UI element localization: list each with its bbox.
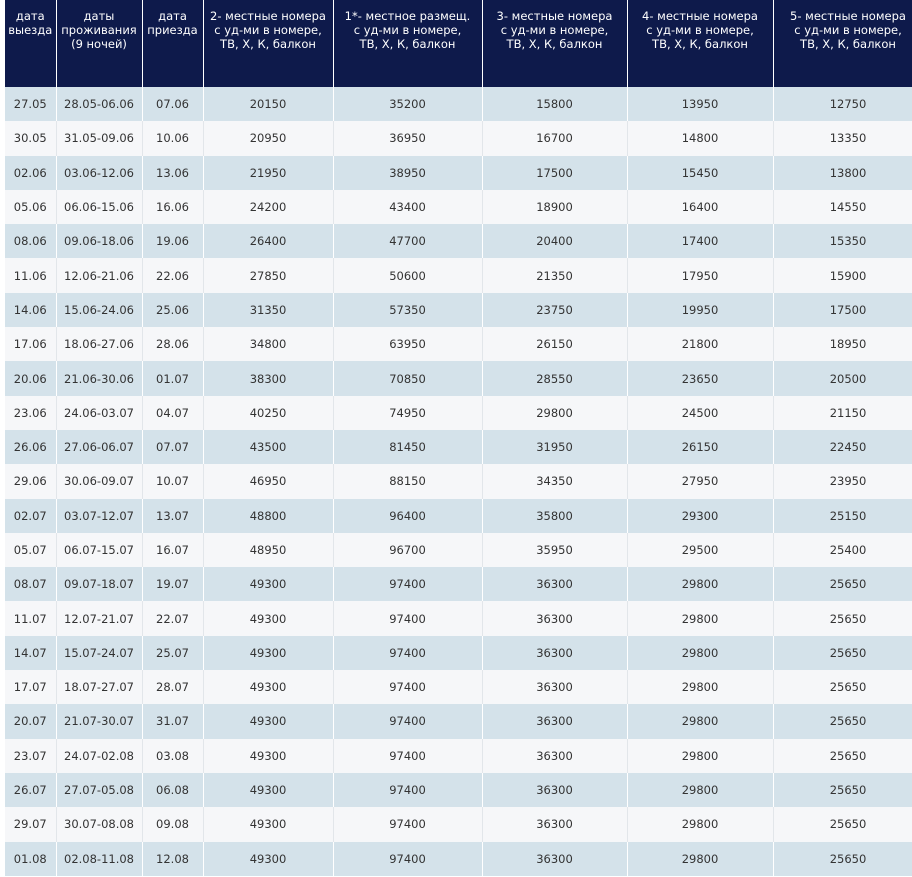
cell-arrival-date: 19.07	[142, 567, 203, 601]
cell-price-quad: 21800	[627, 327, 773, 361]
cell-price-double: 27850	[203, 258, 333, 292]
cell-price-five: 22450	[773, 430, 912, 464]
cell-arrival-date: 10.06	[142, 121, 203, 155]
cell-price-quad: 29800	[627, 567, 773, 601]
cell-arrival-date: 31.07	[142, 704, 203, 738]
cell-price-double: 49300	[203, 807, 333, 841]
table-row	[5, 361, 912, 395]
cell-price-quad: 16400	[627, 190, 773, 224]
cell-stay-dates: 02.08-11.08	[56, 842, 142, 876]
table-row	[5, 499, 912, 533]
cell-price-five: 18950	[773, 327, 912, 361]
cell-price-double: 48950	[203, 533, 333, 567]
cell-price-quad: 13950	[627, 87, 773, 121]
cell-departure-date: 08.06	[5, 224, 56, 258]
cell-price-single: 97400	[333, 601, 482, 635]
cell-price-triple: 26150	[482, 327, 627, 361]
cell-price-triple: 36300	[482, 773, 627, 807]
cell-price-quad: 17400	[627, 224, 773, 258]
cell-stay-dates: 24.07-02.08	[56, 739, 142, 773]
cell-price-quad: 26150	[627, 430, 773, 464]
cell-price-quad: 27950	[627, 464, 773, 498]
cell-price-double: 34800	[203, 327, 333, 361]
cell-price-quad: 17950	[627, 258, 773, 292]
cell-price-triple: 16700	[482, 121, 627, 155]
cell-price-five: 15350	[773, 224, 912, 258]
cell-arrival-date: 19.06	[142, 224, 203, 258]
cell-price-single: 43400	[333, 190, 482, 224]
table-row	[5, 258, 912, 292]
table-row	[5, 807, 912, 841]
cell-price-quad: 15450	[627, 156, 773, 190]
cell-departure-date: 01.08	[5, 842, 56, 876]
cell-arrival-date: 06.08	[142, 773, 203, 807]
table-row	[5, 87, 912, 121]
table-row	[5, 842, 912, 876]
cell-price-five: 25650	[773, 807, 912, 841]
cell-price-triple: 18900	[482, 190, 627, 224]
cell-price-triple: 36300	[482, 601, 627, 635]
cell-price-triple: 36300	[482, 807, 627, 841]
cell-arrival-date: 25.07	[142, 636, 203, 670]
cell-price-single: 96700	[333, 533, 482, 567]
cell-stay-dates: 15.07-24.07	[56, 636, 142, 670]
cell-stay-dates: 27.06-06.07	[56, 430, 142, 464]
cell-price-single: 97400	[333, 807, 482, 841]
cell-arrival-date: 25.06	[142, 293, 203, 327]
cell-price-single: 97400	[333, 636, 482, 670]
cell-price-quad: 14800	[627, 121, 773, 155]
cell-departure-date: 23.06	[5, 396, 56, 430]
cell-stay-dates: 12.07-21.07	[56, 601, 142, 635]
cell-arrival-date: 07.07	[142, 430, 203, 464]
cell-stay-dates: 27.07-05.08	[56, 773, 142, 807]
cell-price-double: 49300	[203, 601, 333, 635]
table-row	[5, 224, 912, 258]
cell-price-five: 25650	[773, 773, 912, 807]
cell-price-quad: 29800	[627, 807, 773, 841]
table-row	[5, 567, 912, 601]
cell-price-triple: 36300	[482, 567, 627, 601]
cell-price-single: 97400	[333, 567, 482, 601]
cell-arrival-date: 04.07	[142, 396, 203, 430]
cell-departure-date: 05.06	[5, 190, 56, 224]
cell-price-quad: 29800	[627, 739, 773, 773]
table-row	[5, 704, 912, 738]
cell-price-quad: 23650	[627, 361, 773, 395]
cell-arrival-date: 07.06	[142, 87, 203, 121]
cell-price-five: 21150	[773, 396, 912, 430]
cell-stay-dates: 18.07-27.07	[56, 670, 142, 704]
cell-price-quad: 29800	[627, 704, 773, 738]
table-row	[5, 601, 912, 635]
table-row	[5, 396, 912, 430]
cell-price-double: 21950	[203, 156, 333, 190]
cell-price-single: 35200	[333, 87, 482, 121]
cell-price-quad: 29500	[627, 533, 773, 567]
cell-stay-dates: 18.06-27.06	[56, 327, 142, 361]
cell-price-double: 49300	[203, 567, 333, 601]
cell-arrival-date: 13.07	[142, 499, 203, 533]
cell-price-five: 23950	[773, 464, 912, 498]
table-row	[5, 156, 912, 190]
cell-stay-dates: 30.07-08.08	[56, 807, 142, 841]
cell-price-double: 40250	[203, 396, 333, 430]
cell-departure-date: 02.07	[5, 499, 56, 533]
cell-arrival-date: 10.07	[142, 464, 203, 498]
cell-price-triple: 36300	[482, 636, 627, 670]
cell-price-five: 25650	[773, 601, 912, 635]
cell-price-triple: 28550	[482, 361, 627, 395]
cell-price-single: 36950	[333, 121, 482, 155]
cell-price-five: 14550	[773, 190, 912, 224]
cell-price-double: 49300	[203, 704, 333, 738]
cell-departure-date: 29.07	[5, 807, 56, 841]
cell-price-double: 49300	[203, 636, 333, 670]
table-row	[5, 464, 912, 498]
cell-price-five: 17500	[773, 293, 912, 327]
header-departure-date: дата выезда	[5, 0, 56, 87]
cell-price-five: 25150	[773, 499, 912, 533]
cell-stay-dates: 06.06-15.06	[56, 190, 142, 224]
cell-price-quad: 24500	[627, 396, 773, 430]
cell-price-five: 25650	[773, 567, 912, 601]
cell-price-double: 49300	[203, 739, 333, 773]
cell-arrival-date: 12.08	[142, 842, 203, 876]
cell-price-triple: 31950	[482, 430, 627, 464]
cell-price-triple: 29800	[482, 396, 627, 430]
cell-stay-dates: 15.06-24.06	[56, 293, 142, 327]
header-arrival-date: дата приезда	[142, 0, 203, 87]
cell-price-single: 81450	[333, 430, 482, 464]
cell-arrival-date: 16.06	[142, 190, 203, 224]
cell-price-five: 25650	[773, 670, 912, 704]
cell-price-five: 12750	[773, 87, 912, 121]
table-row	[5, 121, 912, 155]
cell-price-single: 63950	[333, 327, 482, 361]
table-row	[5, 636, 912, 670]
cell-departure-date: 29.06	[5, 464, 56, 498]
cell-price-single: 97400	[333, 704, 482, 738]
table-row	[5, 773, 912, 807]
cell-departure-date: 17.06	[5, 327, 56, 361]
cell-price-single: 97400	[333, 739, 482, 773]
cell-price-double: 31350	[203, 293, 333, 327]
cell-price-double: 24200	[203, 190, 333, 224]
table-row	[5, 670, 912, 704]
cell-arrival-date: 16.07	[142, 533, 203, 567]
cell-arrival-date: 09.08	[142, 807, 203, 841]
cell-price-double: 49300	[203, 773, 333, 807]
cell-price-five: 25650	[773, 739, 912, 773]
cell-price-single: 96400	[333, 499, 482, 533]
cell-departure-date: 27.05	[5, 87, 56, 121]
cell-departure-date: 20.06	[5, 361, 56, 395]
cell-stay-dates: 03.07-12.07	[56, 499, 142, 533]
cell-price-quad: 29800	[627, 636, 773, 670]
header-row	[5, 0, 912, 87]
cell-stay-dates: 12.06-21.06	[56, 258, 142, 292]
header-single-occupancy: 1*- местное размещ. с уд-ми в номере, ТВ, Х, К, балкон	[333, 0, 482, 87]
cell-price-double: 46950	[203, 464, 333, 498]
cell-price-five: 13350	[773, 121, 912, 155]
cell-price-double: 49300	[203, 670, 333, 704]
cell-price-single: 97400	[333, 773, 482, 807]
cell-stay-dates: 24.06-03.07	[56, 396, 142, 430]
cell-price-five: 20500	[773, 361, 912, 395]
cell-arrival-date: 22.06	[142, 258, 203, 292]
cell-stay-dates: 28.05-06.06	[56, 87, 142, 121]
cell-departure-date: 11.06	[5, 258, 56, 292]
cell-stay-dates: 31.05-09.06	[56, 121, 142, 155]
cell-price-triple: 21350	[482, 258, 627, 292]
cell-stay-dates: 06.07-15.07	[56, 533, 142, 567]
cell-price-single: 57350	[333, 293, 482, 327]
cell-arrival-date: 01.07	[142, 361, 203, 395]
cell-price-quad: 19950	[627, 293, 773, 327]
cell-price-quad: 29800	[627, 842, 773, 876]
header-quad-room: 4- местные номера с уд-ми в номере, ТВ, Х, К, балкон	[627, 0, 773, 87]
cell-stay-dates: 21.06-30.06	[56, 361, 142, 395]
cell-price-double: 49300	[203, 842, 333, 876]
cell-price-five: 25400	[773, 533, 912, 567]
cell-arrival-date: 03.08	[142, 739, 203, 773]
header-triple-room: 3- местные номера с уд-ми в номере, ТВ, Х, К, балкон	[482, 0, 627, 87]
cell-price-single: 38950	[333, 156, 482, 190]
cell-price-double: 43500	[203, 430, 333, 464]
header-five-bed-room: 5- местные номера с уд-ми в номере, ТВ, Х, К, балкон	[773, 0, 912, 87]
cell-price-double: 20950	[203, 121, 333, 155]
cell-departure-date: 17.07	[5, 670, 56, 704]
cell-stay-dates: 09.07-18.07	[56, 567, 142, 601]
table-row	[5, 533, 912, 567]
cell-price-five: 25650	[773, 636, 912, 670]
cell-price-triple: 20400	[482, 224, 627, 258]
cell-arrival-date: 13.06	[142, 156, 203, 190]
cell-price-single: 47700	[333, 224, 482, 258]
price-table	[5, 0, 912, 876]
cell-price-quad: 29800	[627, 601, 773, 635]
cell-price-single: 88150	[333, 464, 482, 498]
cell-arrival-date: 22.07	[142, 601, 203, 635]
cell-stay-dates: 21.07-30.07	[56, 704, 142, 738]
cell-price-single: 74950	[333, 396, 482, 430]
cell-departure-date: 08.07	[5, 567, 56, 601]
cell-price-single: 97400	[333, 670, 482, 704]
cell-departure-date: 11.07	[5, 601, 56, 635]
table-row	[5, 430, 912, 464]
cell-departure-date: 30.05	[5, 121, 56, 155]
cell-price-triple: 36300	[482, 704, 627, 738]
cell-price-triple: 34350	[482, 464, 627, 498]
table-row	[5, 739, 912, 773]
cell-departure-date: 23.07	[5, 739, 56, 773]
cell-price-quad: 29800	[627, 773, 773, 807]
header-stay-dates: даты проживания (9 ночей)	[56, 0, 142, 87]
cell-departure-date: 14.06	[5, 293, 56, 327]
table-body	[5, 87, 912, 876]
cell-departure-date: 02.06	[5, 156, 56, 190]
cell-price-quad: 29800	[627, 670, 773, 704]
cell-departure-date: 26.07	[5, 773, 56, 807]
cell-stay-dates: 09.06-18.06	[56, 224, 142, 258]
cell-price-triple: 35800	[482, 499, 627, 533]
cell-price-five: 15900	[773, 258, 912, 292]
cell-price-single: 70850	[333, 361, 482, 395]
cell-price-triple: 36300	[482, 670, 627, 704]
cell-price-five: 25650	[773, 704, 912, 738]
cell-price-five: 25650	[773, 842, 912, 876]
cell-price-single: 50600	[333, 258, 482, 292]
cell-price-triple: 35950	[482, 533, 627, 567]
table-row	[5, 190, 912, 224]
table-row	[5, 327, 912, 361]
cell-price-triple: 36300	[482, 739, 627, 773]
cell-arrival-date: 28.07	[142, 670, 203, 704]
cell-price-double: 38300	[203, 361, 333, 395]
cell-price-five: 13800	[773, 156, 912, 190]
cell-departure-date: 14.07	[5, 636, 56, 670]
header-double-room: 2- местные номера с уд-ми в номере, ТВ, Х, К, балкон	[203, 0, 333, 87]
cell-departure-date: 20.07	[5, 704, 56, 738]
cell-price-quad: 29300	[627, 499, 773, 533]
cell-departure-date: 26.06	[5, 430, 56, 464]
cell-price-double: 48800	[203, 499, 333, 533]
cell-departure-date: 05.07	[5, 533, 56, 567]
cell-price-triple: 15800	[482, 87, 627, 121]
cell-stay-dates: 30.06-09.07	[56, 464, 142, 498]
cell-price-triple: 36300	[482, 842, 627, 876]
cell-price-double: 20150	[203, 87, 333, 121]
cell-stay-dates: 03.06-12.06	[56, 156, 142, 190]
cell-price-triple: 17500	[482, 156, 627, 190]
cell-price-single: 97400	[333, 842, 482, 876]
table-row	[5, 293, 912, 327]
cell-price-double: 26400	[203, 224, 333, 258]
cell-arrival-date: 28.06	[142, 327, 203, 361]
cell-price-triple: 23750	[482, 293, 627, 327]
